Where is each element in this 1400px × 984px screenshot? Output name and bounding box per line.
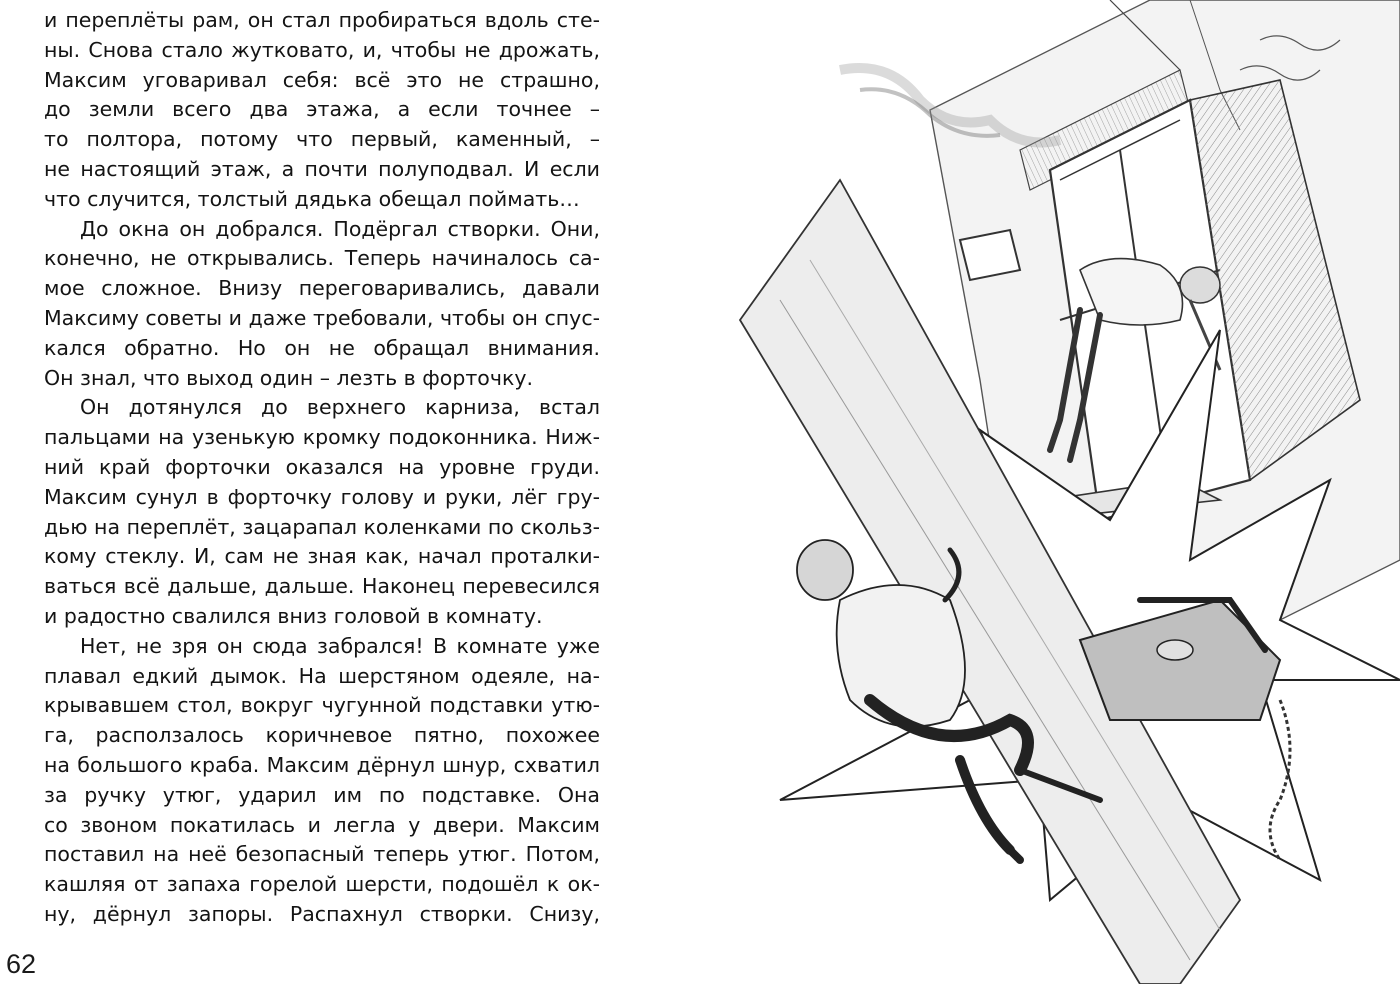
text-line: Нет, не зря он сюда забрался! В комнате уже: [80, 633, 600, 658]
text-line: Он дотянулся до верхнего карниза, встал: [80, 395, 600, 420]
text-line: кался обратно. Но он не обращал внимания.: [44, 335, 600, 360]
text-line: ваться всё дальше, дальше. Наконец перевесился: [44, 574, 600, 599]
text-line: ны. Снова стало жутковато, и, чтобы не дрожать,: [44, 37, 600, 62]
text-line: и переплёты рам, он стал пробираться вдоль сте-: [44, 8, 600, 32]
text-line: кашляя от запаха горелой шерсти, подошёл к ок-: [44, 872, 600, 897]
main-text-column: [44, 6, 600, 930]
text-line: конечно, не открывались. Теперь начиналось са-: [44, 246, 600, 271]
text-line: кому стеклу. И, сам не зная как, начал проталки-: [44, 544, 600, 569]
text-line: что случится, толстый дядька обещал поймать…: [44, 186, 580, 211]
text-line: крывавшем стол, вокруг чугунной подставки утю-: [44, 693, 600, 718]
text-line: Максим уговаривал себя: всё это не страшно,: [44, 67, 600, 92]
page-number: 62: [6, 949, 37, 979]
text-line: со звоном покатилась и легла у двери. Максим: [44, 812, 600, 837]
text-line: до земли всего два этажа, а если точнее –: [44, 97, 600, 122]
text-line: До окна он добрался. Подёргал створки. Они,: [80, 216, 600, 241]
illustration-drawing: [720, 0, 1400, 984]
text-line: за ручку утюг, ударил им по подставке. Она: [44, 782, 600, 807]
text-line: на большого краба. Максим дёрнул шнур, схватил: [44, 752, 600, 777]
text-line: га, расползалось коричневое пятно, похожее: [44, 723, 600, 748]
text-line: мое сложное. Внизу переговаривались, давали: [44, 276, 600, 301]
text-line: Максим сунул в форточку голову и руки, лёг гру-: [44, 484, 600, 509]
text-line: плавал едкий дымок. На шерстяном одеяле, на-: [44, 663, 600, 688]
text-line: Он знал, что выход один – лезть в форточку.: [44, 365, 533, 390]
text-line: ну, дёрнул запоры. Распахнул створки. Снизу,: [44, 901, 600, 926]
text-line: пальцами на узенькую кромку подоконника. Ниж-: [44, 425, 600, 450]
illustration: [720, 0, 1400, 984]
text-line: не настоящий этаж, а почти полуподвал. И если: [44, 156, 600, 181]
text-line: Максиму советы и даже требовали, чтобы он спус-: [44, 305, 600, 330]
text-line: ний край форточки оказался на уровне груди.: [44, 454, 600, 479]
text-line: и радостно свалился вниз головой в комнату.: [44, 603, 543, 628]
text-line: дью на переплёт, зацарапал коленками по скольз-: [44, 514, 600, 539]
text-line: поставил на неё безопасный теперь утюг. Потом,: [44, 842, 600, 867]
text-line: то полтора, потому что первый, каменный, –: [44, 127, 600, 152]
